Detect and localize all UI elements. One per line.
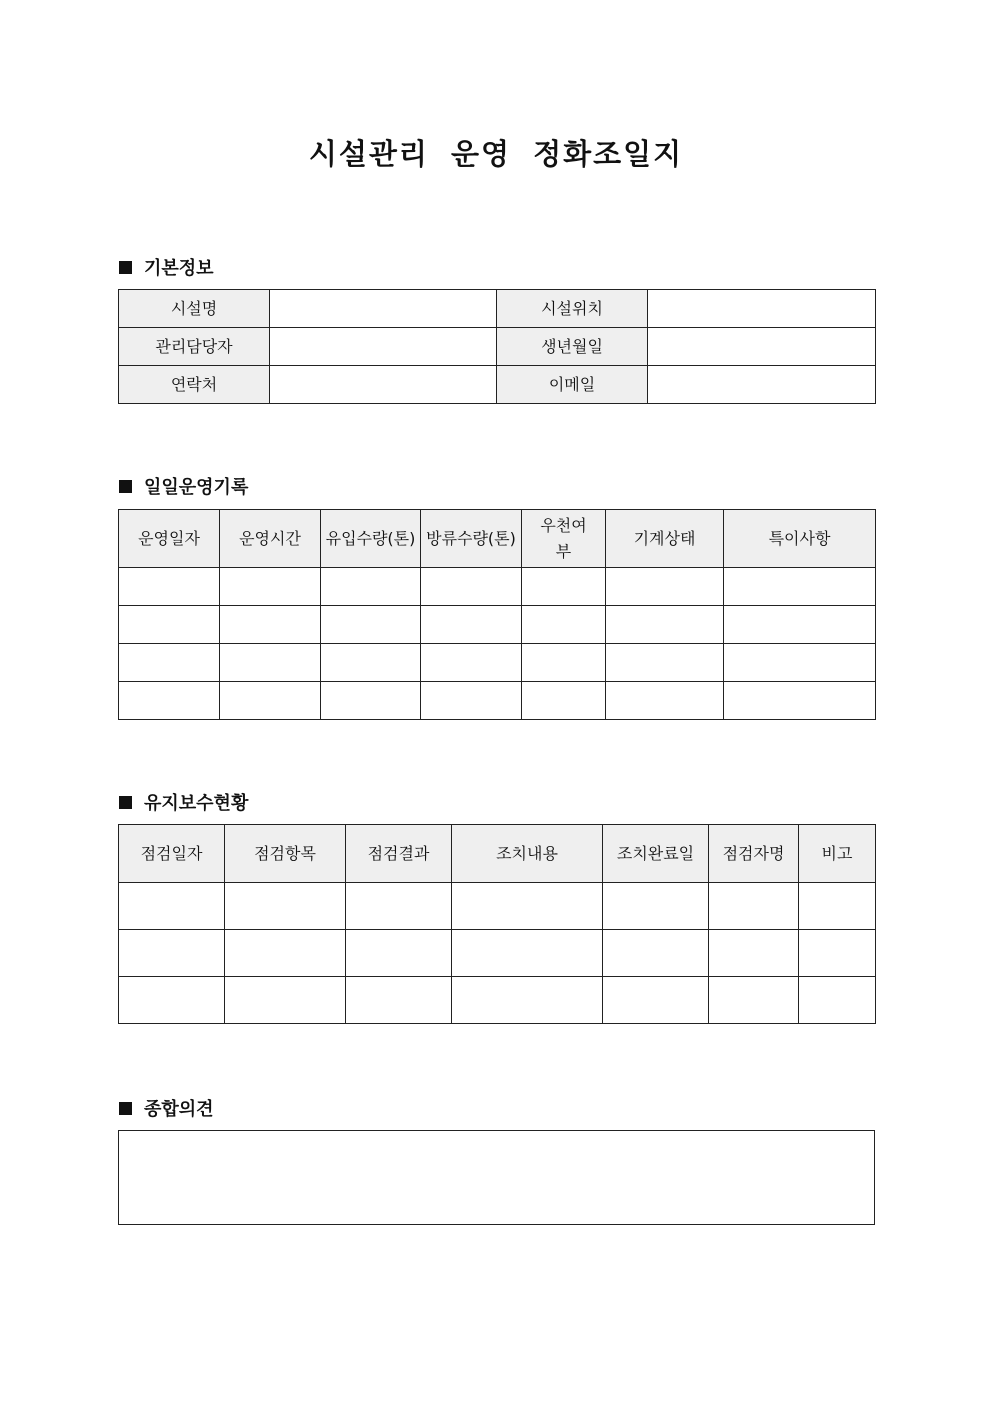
birthdate-field[interactable] (648, 328, 876, 366)
table-row (119, 682, 876, 720)
column-header: 방류수량(톤) (421, 510, 522, 568)
table-cell[interactable] (346, 883, 452, 930)
table-cell[interactable] (522, 682, 606, 720)
table-cell[interactable] (606, 606, 724, 644)
table-cell[interactable] (225, 883, 346, 930)
table-cell[interactable] (606, 644, 724, 682)
table-cell[interactable] (452, 883, 603, 930)
column-header: 점검일자 (119, 825, 225, 883)
column-header: 점검결과 (346, 825, 452, 883)
table-cell[interactable] (119, 682, 220, 720)
table-cell[interactable] (119, 644, 220, 682)
table-cell[interactable] (606, 568, 724, 606)
table-cell[interactable] (709, 977, 799, 1024)
table-cell[interactable] (119, 930, 225, 977)
table-row (119, 290, 876, 328)
square-bullet-icon (119, 796, 132, 809)
label-cell: 관리담당자 (119, 328, 270, 366)
table-cell[interactable] (225, 977, 346, 1024)
column-header: 특이사항 (724, 510, 876, 568)
table-cell[interactable] (220, 606, 321, 644)
column-header: 기계상태 (606, 510, 724, 568)
table-cell[interactable] (724, 644, 876, 682)
table-cell[interactable] (321, 606, 421, 644)
table-cell[interactable] (421, 644, 522, 682)
table-cell[interactable] (603, 883, 709, 930)
table-header-row (119, 510, 876, 568)
table-cell[interactable] (346, 930, 452, 977)
section-heading-label: 기본정보 (144, 258, 214, 279)
square-bullet-icon (119, 1102, 132, 1115)
facility-location-field[interactable] (648, 290, 876, 328)
table-cell[interactable] (321, 644, 421, 682)
section-heading-daily-log (119, 473, 248, 499)
table-row (119, 977, 876, 1024)
table-cell[interactable] (119, 883, 225, 930)
column-header: 조치완료일 (603, 825, 709, 883)
contact-field[interactable] (270, 366, 497, 404)
column-header: 점검자명 (709, 825, 799, 883)
table-cell[interactable] (225, 930, 346, 977)
column-header: 조치내용 (452, 825, 603, 883)
label-cell: 이메일 (497, 366, 648, 404)
table-cell[interactable] (522, 606, 606, 644)
table-cell[interactable] (119, 568, 220, 606)
table-cell[interactable] (522, 568, 606, 606)
column-header: 비고 (799, 825, 876, 883)
table-cell[interactable] (606, 682, 724, 720)
table-cell[interactable] (709, 930, 799, 977)
table-row (119, 568, 876, 606)
table-cell[interactable] (724, 606, 876, 644)
facility-name-field[interactable] (270, 290, 497, 328)
page-title: 시설관리 운영 정화조일지 (308, 137, 684, 171)
table-row (119, 328, 876, 366)
square-bullet-icon (119, 480, 132, 493)
column-header: 운영시간 (220, 510, 321, 568)
basic-info-table (118, 289, 876, 404)
table-cell[interactable] (724, 568, 876, 606)
table-cell[interactable] (119, 977, 225, 1024)
section-heading-maintenance (119, 789, 248, 815)
column-header: 운영일자 (119, 510, 220, 568)
table-cell[interactable] (522, 644, 606, 682)
column-header: 유입수량(톤) (321, 510, 421, 568)
table-cell[interactable] (724, 682, 876, 720)
label-cell: 생년월일 (497, 328, 648, 366)
table-header-row (119, 825, 876, 883)
table-cell[interactable] (220, 568, 321, 606)
table-row (119, 883, 876, 930)
section-heading-label: 일일운영기록 (144, 477, 249, 498)
column-header: 점검항목 (225, 825, 346, 883)
table-cell[interactable] (220, 682, 321, 720)
label-cell: 시설명 (119, 290, 270, 328)
section-heading-opinion (119, 1095, 214, 1121)
table-cell[interactable] (119, 606, 220, 644)
table-cell[interactable] (799, 977, 876, 1024)
table-cell[interactable] (799, 930, 876, 977)
label-cell: 연락처 (119, 366, 270, 404)
table-row (119, 644, 876, 682)
section-heading-basic-info (119, 254, 214, 280)
table-cell[interactable] (321, 682, 421, 720)
email-field[interactable] (648, 366, 876, 404)
label-cell: 시설위치 (497, 290, 648, 328)
column-header: 우천여부 (522, 510, 606, 568)
table-cell[interactable] (421, 568, 522, 606)
section-heading-label: 종합의견 (144, 1099, 214, 1120)
daily-log-table (118, 509, 876, 720)
table-cell[interactable] (421, 606, 522, 644)
table-cell[interactable] (421, 682, 522, 720)
table-cell[interactable] (452, 977, 603, 1024)
manager-field[interactable] (270, 328, 497, 366)
table-cell[interactable] (452, 930, 603, 977)
table-cell[interactable] (603, 930, 709, 977)
square-bullet-icon (119, 261, 132, 274)
table-cell[interactable] (321, 568, 421, 606)
table-cell[interactable] (603, 977, 709, 1024)
opinion-box[interactable] (118, 1130, 875, 1225)
table-cell[interactable] (346, 977, 452, 1024)
table-cell[interactable] (799, 883, 876, 930)
section-heading-label: 유지보수현황 (144, 793, 249, 814)
table-row (119, 930, 876, 977)
table-cell[interactable] (709, 883, 799, 930)
maintenance-table (118, 824, 876, 1024)
table-row (119, 366, 876, 404)
table-row (119, 606, 876, 644)
table-cell[interactable] (220, 644, 321, 682)
